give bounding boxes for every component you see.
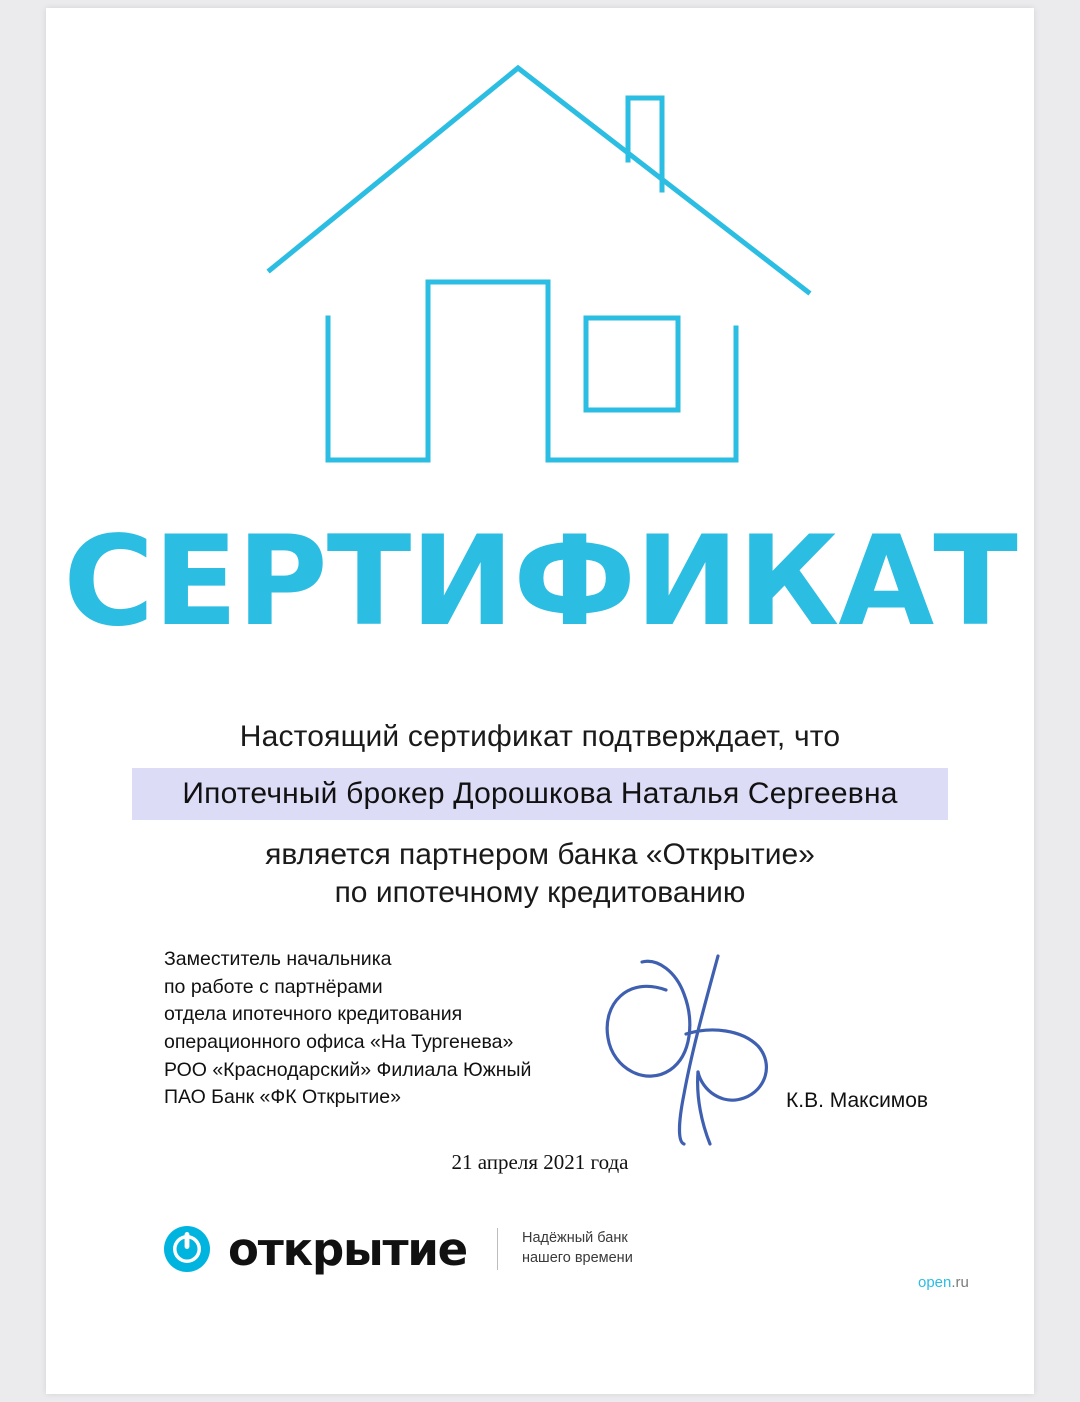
brand-tagline: [522, 1229, 633, 1268]
signatory-name: К.В. Максимов: [786, 1089, 929, 1112]
website-link-name: open: [918, 1274, 952, 1291]
signatory-position-line-2: по работе с партнёрами: [164, 975, 383, 998]
brand-wordmark: открытие: [228, 1222, 467, 1276]
footer-divider: [497, 1228, 498, 1270]
signature-area: [566, 938, 816, 1158]
website-link-tld: .ru: [951, 1274, 969, 1291]
signatory-position-line-3: отдела ипотечного кредитования: [164, 1003, 463, 1026]
partner-statement: [46, 836, 1034, 913]
recipient-highlight: [132, 768, 948, 820]
signatory-position-line-4: операционного офиса «На Тургенева»: [164, 1031, 514, 1054]
brand-tagline-line-1: Надёжный банк: [521, 1230, 628, 1247]
confirmation-line: Настоящий сертификат подтверждает, что: [239, 720, 841, 753]
signatory-position-line-1: Заместитель начальника: [164, 948, 392, 970]
brand-row: [164, 1222, 924, 1276]
page-title: СЕРТИФИКАТ: [63, 510, 1017, 654]
footer: [164, 1222, 924, 1296]
website-link[interactable]: [918, 1274, 969, 1291]
signatory-position-line-6: ПАО Банк «ФК Открытие»: [164, 1086, 401, 1109]
partner-statement-line-2: по ипотечному кредитованию: [334, 876, 746, 910]
signatory-position: [164, 946, 594, 1112]
partner-statement-line-1: является партнером банка «Открытие»: [265, 838, 815, 871]
recipient-name: Ипотечный брокер Дорошкова Наталья Сергеевна: [182, 777, 898, 810]
brand-tagline-line-2: нашего времени: [521, 1250, 633, 1266]
otkritie-logo-icon: [164, 1226, 210, 1272]
certificate-sheet: [46, 8, 1034, 1394]
house-illustration: [46, 60, 1034, 480]
house-outline-icon: [260, 60, 820, 480]
signatory-position-line-5: РОО «Краснодарский» Филиала Южный: [164, 1058, 532, 1081]
handwritten-signature-icon: [566, 938, 816, 1158]
certificate-date: 21 апреля 2021 года: [451, 1150, 629, 1174]
